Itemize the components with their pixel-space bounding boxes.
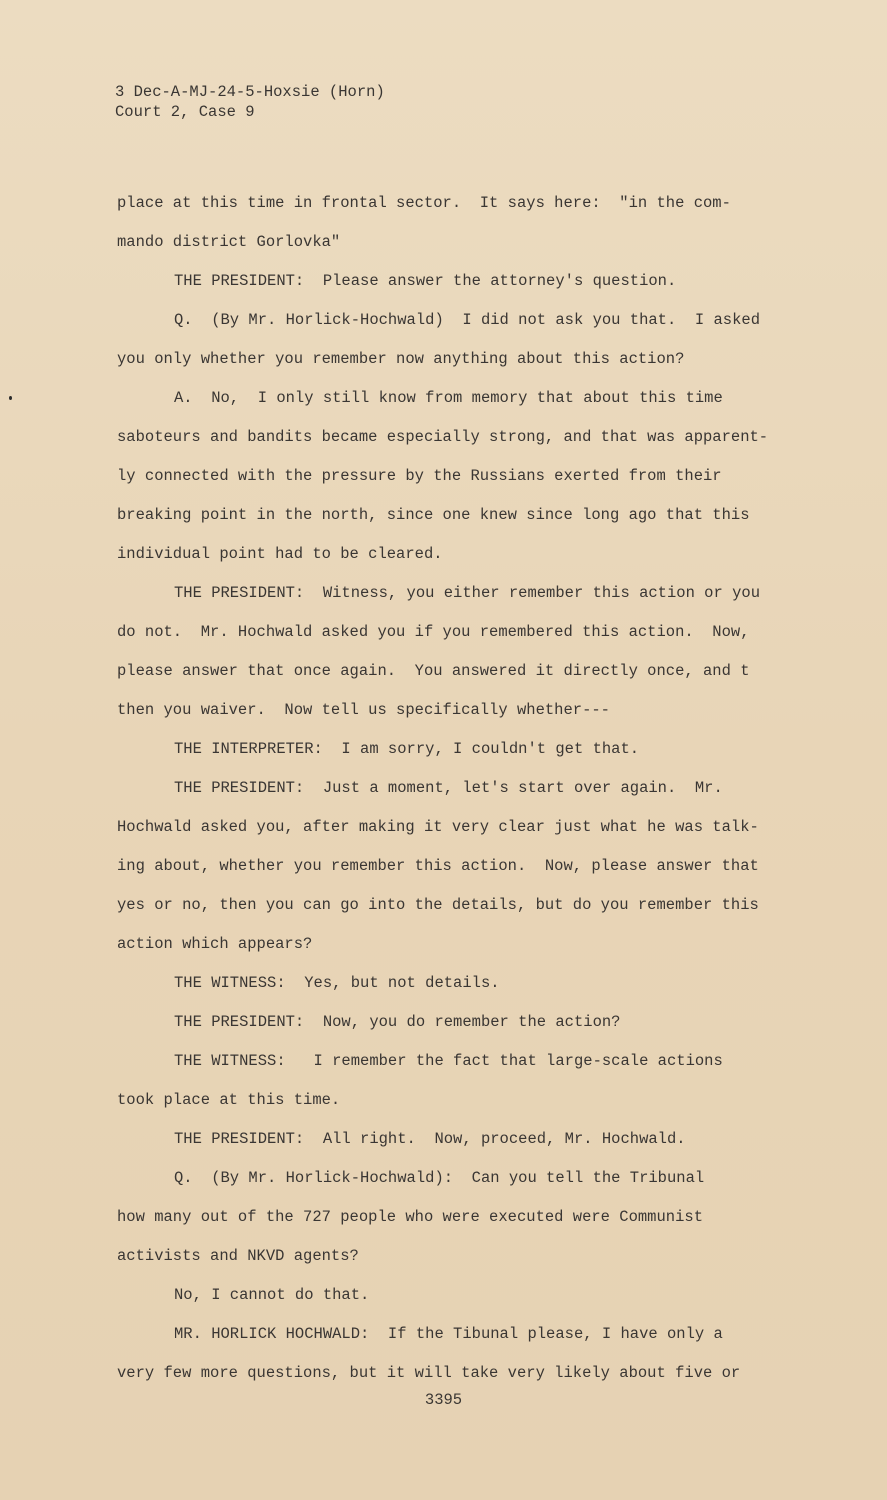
transcript-line: activists and NKVD agents? bbox=[117, 1247, 359, 1265]
transcript-line: Hochwald asked you, after making it very clear just what he was talk- bbox=[117, 818, 759, 836]
page-number: 3395 bbox=[424, 1391, 463, 1409]
transcript-line: THE PRESIDENT: Now, you do remember the action? bbox=[174, 1013, 621, 1031]
transcript-line: Q. (By Mr. Horlick-Hochwald): Can you tell the Tribunal bbox=[174, 1169, 705, 1187]
transcript-line: saboteurs and bandits became especially strong, and that was apparent- bbox=[117, 428, 769, 446]
transcript-line: THE WITNESS: Yes, but not details. bbox=[174, 974, 500, 992]
transcript-line: then you waiver. Now tell us specifically whether--- bbox=[117, 701, 610, 719]
header-line-court: Court 2, Case 9 bbox=[115, 103, 255, 121]
transcript-line: took place at this time. bbox=[117, 1091, 341, 1109]
transcript-line: please answer that once again. You answered it directly once, and t bbox=[117, 662, 750, 680]
transcript-line: very few more questions, but it will take very likely about five or bbox=[117, 1364, 741, 1382]
transcript-line: place at this time in frontal sector. It says here: "in the com- bbox=[117, 194, 731, 212]
transcript-line: No, I cannot do that. bbox=[174, 1286, 370, 1304]
transcript-line: A. No, I only still know from memory that about this time bbox=[174, 389, 723, 407]
transcript-line: action which appears? bbox=[117, 935, 313, 953]
transcript-line: MR. HORLICK HOCHWALD: If the Tibunal please, I have only a bbox=[174, 1325, 723, 1343]
transcript-line: individual point had to be cleared. bbox=[117, 545, 443, 563]
transcript-line: THE PRESIDENT: All right. Now, proceed, Mr. Hochwald. bbox=[174, 1130, 686, 1148]
header-line-docket: 3 Dec-A-MJ-24-5-Hoxsie (Horn) bbox=[115, 83, 385, 101]
transcript-line: yes or no, then you can go into the details, but do you remember this bbox=[117, 896, 759, 914]
transcript-line: THE WITNESS: I remember the fact that large-scale actions bbox=[174, 1052, 723, 1070]
transcript-line: mando district Gorlovka" bbox=[117, 233, 341, 251]
transcript-line: how many out of the 727 people who were executed were Communist bbox=[117, 1208, 703, 1226]
transcript-line: THE PRESIDENT: Witness, you either remember this action or you bbox=[174, 584, 760, 602]
transcript-line: ing about, whether you remember this action. Now, please answer that bbox=[117, 857, 759, 875]
document-header bbox=[115, 82, 385, 122]
transcript-line: THE PRESIDENT: Just a moment, let's start over again. Mr. bbox=[174, 779, 723, 797]
transcript-line: you only whether you remember now anything about this action? bbox=[117, 350, 685, 368]
margin-mark bbox=[9, 396, 12, 400]
transcript-line: ly connected with the pressure by the Russians exerted from their bbox=[117, 467, 722, 485]
transcript-line: THE PRESIDENT: Please answer the attorney's question. bbox=[174, 272, 677, 290]
transcript-line: do not. Mr. Hochwald asked you if you remembered this action. Now, bbox=[117, 623, 750, 641]
transcript-line: breaking point in the north, since one knew since long ago that this bbox=[117, 506, 750, 524]
transcript-line: THE INTERPRETER: I am sorry, I couldn't get that. bbox=[174, 740, 640, 758]
transcript-body bbox=[117, 193, 792, 1402]
transcript-line: Q. (By Mr. Horlick-Hochwald) I did not ask you that. I asked bbox=[174, 311, 760, 329]
